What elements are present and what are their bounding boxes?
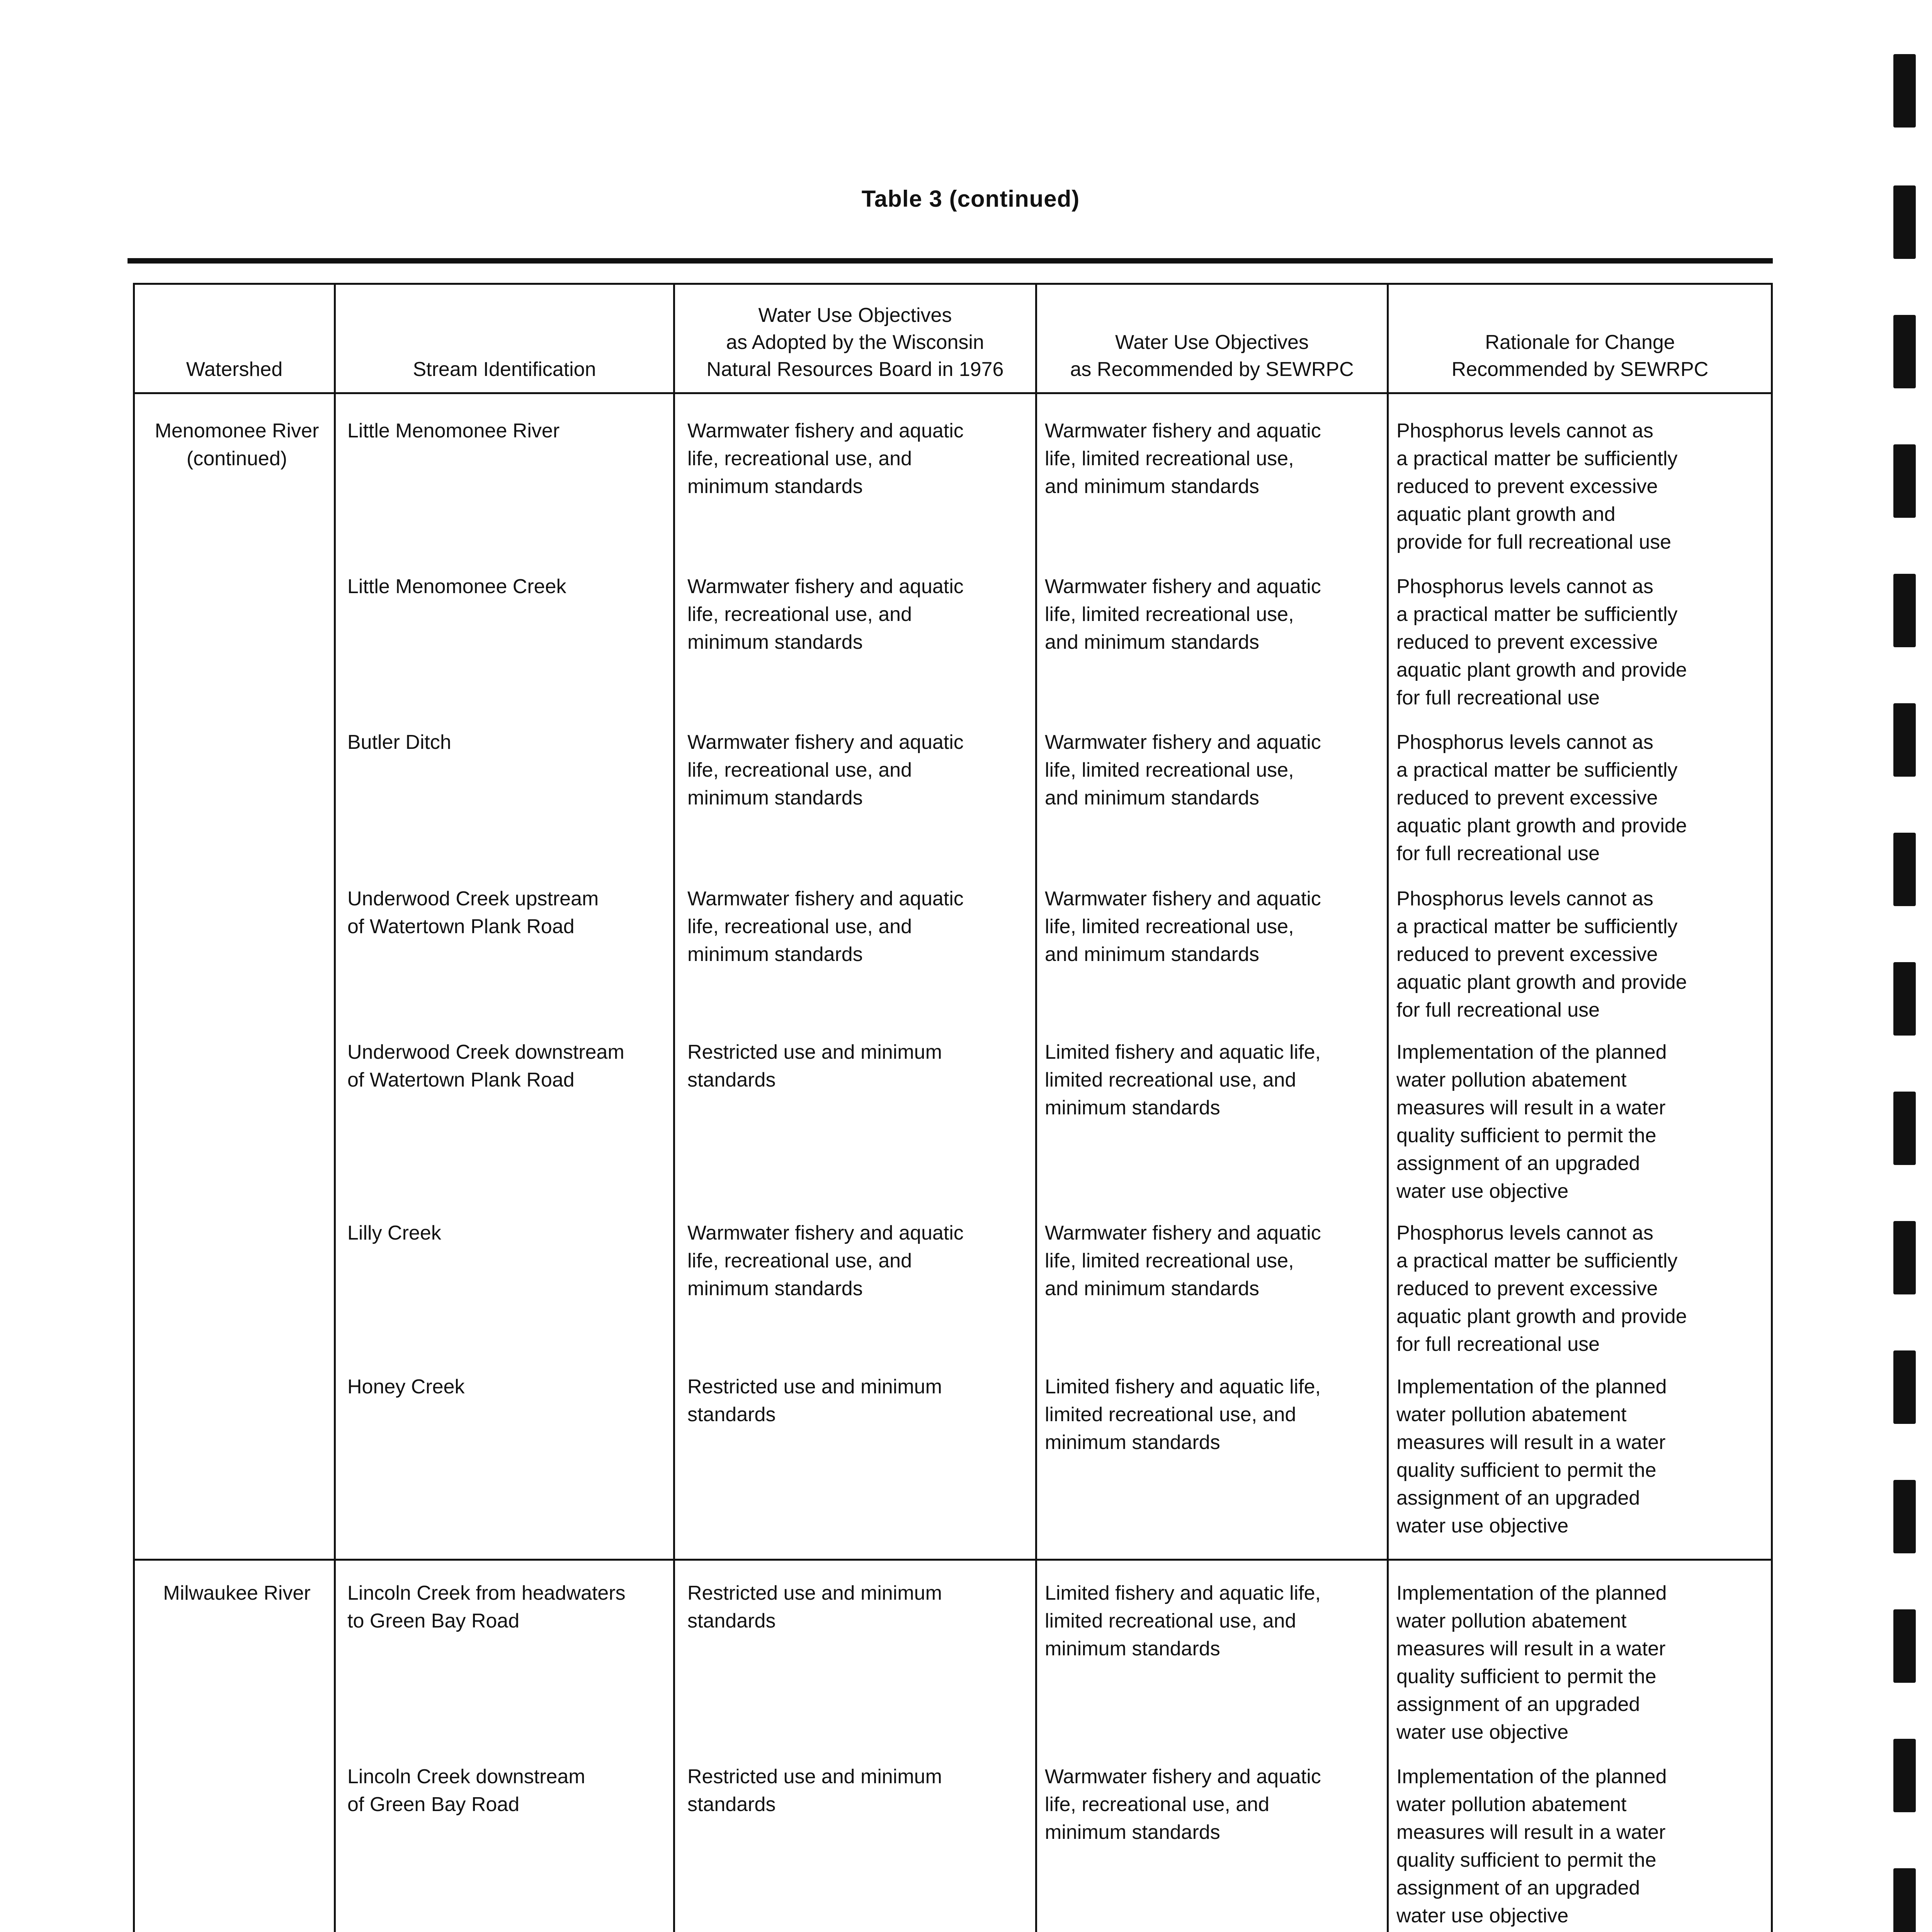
header-adopted-objectives: Water Use Objectives as Adopted by the Wisconsin Natural Resources Board in 1976 (706, 304, 1004, 381)
table-row-recommended: Warmwater fishery and aquatic life, limited recreational use, and minimum standards (1045, 420, 1321, 498)
header-rationale: Rationale for Change Recommended by SEWRPC (1451, 331, 1709, 381)
table-row-recommended: Warmwater fishery and aquatic life, recreational use, and minimum standards (1045, 1765, 1321, 1844)
table-row-stream: Butler Ditch (347, 731, 451, 753)
table-row-stream: Lilly Creek (347, 1222, 441, 1244)
table-row-adopted: Warmwater fishery and aquatic life, recreational use, and minimum standards (687, 575, 964, 653)
table-row-rationale: Implementation of the planned water pollution abatement measures will result in a water quality sufficient to permit the assignment of an upgraded water use objective (1396, 1582, 1667, 1743)
binding-mark (1893, 1221, 1916, 1294)
binding-mark (1893, 574, 1916, 647)
table-row-adopted: Restricted use and minimum standards (687, 1376, 942, 1426)
header-divider (135, 392, 1771, 394)
table-row-rationale: Implementation of the planned water pollution abatement measures will result in a water quality sufficient to permit the assignment of an upgraded water use objective (1396, 1376, 1667, 1537)
binding-mark (1893, 962, 1916, 1036)
binding-mark (1893, 1350, 1916, 1424)
table-row-stream: Underwood Creek upstream of Watertown Plank Road (347, 888, 599, 938)
binding-mark (1893, 1739, 1916, 1812)
binding-mark (1893, 833, 1916, 906)
column-divider (334, 285, 336, 1932)
table-row-recommended: Limited fishery and aquatic life, limited recreational use, and minimum standards (1045, 1376, 1321, 1454)
table-row-rationale: Phosphorus levels cannot as a practical matter be sufficiently reduced to prevent excessive aquatic plant growth and provide for full recreational use (1396, 888, 1687, 1021)
binding-mark (1893, 444, 1916, 518)
table-row-rationale: Phosphorus levels cannot as a practical matter be sufficiently reduced to prevent excessive aquatic plant growth and provide for full recreational use (1396, 420, 1678, 553)
table-row-rationale: Implementation of the planned water pollution abatement measures will result in a water quality sufficient to permit the assignment of an upgraded water use objective (1396, 1041, 1667, 1202)
table-title: Table 3 (continued) (861, 186, 1080, 212)
table-row-stream: Lincoln Creek from headwaters to Green Bay Road (347, 1582, 626, 1632)
column-divider (1035, 285, 1037, 1932)
top-rule (128, 258, 1773, 264)
table-row-rationale: Implementation of the planned water pollution abatement measures will result in a water quality sufficient to permit the assignment of an upgraded water use objective (1396, 1765, 1667, 1927)
table-row-stream: Little Menomonee Creek (347, 575, 566, 598)
table-row-stream: Little Menomonee River (347, 420, 560, 442)
table-row-recommended: Limited fishery and aquatic life, limited recreational use, and minimum standards (1045, 1041, 1321, 1119)
table-row-rationale: Phosphorus levels cannot as a practical matter be sufficiently reduced to prevent excessive aquatic plant growth and provide for full recreational use (1396, 731, 1687, 865)
table-row-adopted: Warmwater fishery and aquatic life, recreational use, and minimum standards (687, 731, 964, 809)
binding-mark (1893, 315, 1916, 388)
table-row-adopted: Warmwater fishery and aquatic life, recreational use, and minimum standards (687, 420, 964, 498)
table-row-recommended: Warmwater fishery and aquatic life, limited recreational use, and minimum standards (1045, 1222, 1321, 1300)
binding-mark (1893, 1480, 1916, 1553)
header-recommended-objectives: Water Use Objectives as Recommended by SEWRPC (1070, 331, 1354, 381)
binding-mark (1893, 1092, 1916, 1165)
table-row-stream: Honey Creek (347, 1376, 465, 1398)
column-divider (1387, 285, 1389, 1932)
binding-mark (1893, 54, 1916, 128)
watershed-milwaukee-river: Milwaukee River (163, 1582, 311, 1604)
table-row-stream: Underwood Creek downstream of Watertown Plank Road (347, 1041, 624, 1091)
column-divider (673, 285, 675, 1932)
binding-mark (1893, 1868, 1916, 1932)
header-stream-identification: Stream Identification (413, 358, 596, 381)
table-row-adopted: Restricted use and minimum standards (687, 1582, 942, 1632)
table-row-rationale: Phosphorus levels cannot as a practical matter be sufficiently reduced to prevent excessive aquatic plant growth and provide for full recreational use (1396, 575, 1687, 709)
table-row-adopted: Restricted use and minimum standards (687, 1041, 942, 1091)
table-row-recommended: Warmwater fishery and aquatic life, limited recreational use, and minimum standards (1045, 575, 1321, 653)
binding-mark (1893, 185, 1916, 259)
table-row-stream: Lincoln Creek downstream of Green Bay Road (347, 1765, 585, 1816)
header-watershed: Watershed (186, 358, 283, 381)
table-row-recommended: Warmwater fishery and aquatic life, limited recreational use, and minimum standards (1045, 731, 1321, 809)
binding-mark (1893, 1609, 1916, 1683)
table-row-adopted: Warmwater fishery and aquatic life, recreational use, and minimum standards (687, 1222, 964, 1300)
table-row-recommended: Limited fishery and aquatic life, limited recreational use, and minimum standards (1045, 1582, 1321, 1660)
table-row-rationale: Phosphorus levels cannot as a practical matter be sufficiently reduced to prevent excessive aquatic plant growth and provide for full recreational use (1396, 1222, 1687, 1355)
binding-mark (1893, 703, 1916, 777)
watershed-menomonee-river: Menomonee River (continued) (155, 420, 319, 470)
table-row-recommended: Warmwater fishery and aquatic life, limited recreational use, and minimum standards (1045, 888, 1321, 966)
water-use-table (133, 283, 1773, 1932)
section-divider (135, 1559, 1771, 1561)
table-row-adopted: Restricted use and minimum standards (687, 1765, 942, 1816)
table-row-adopted: Warmwater fishery and aquatic life, recreational use, and minimum standards (687, 888, 964, 966)
